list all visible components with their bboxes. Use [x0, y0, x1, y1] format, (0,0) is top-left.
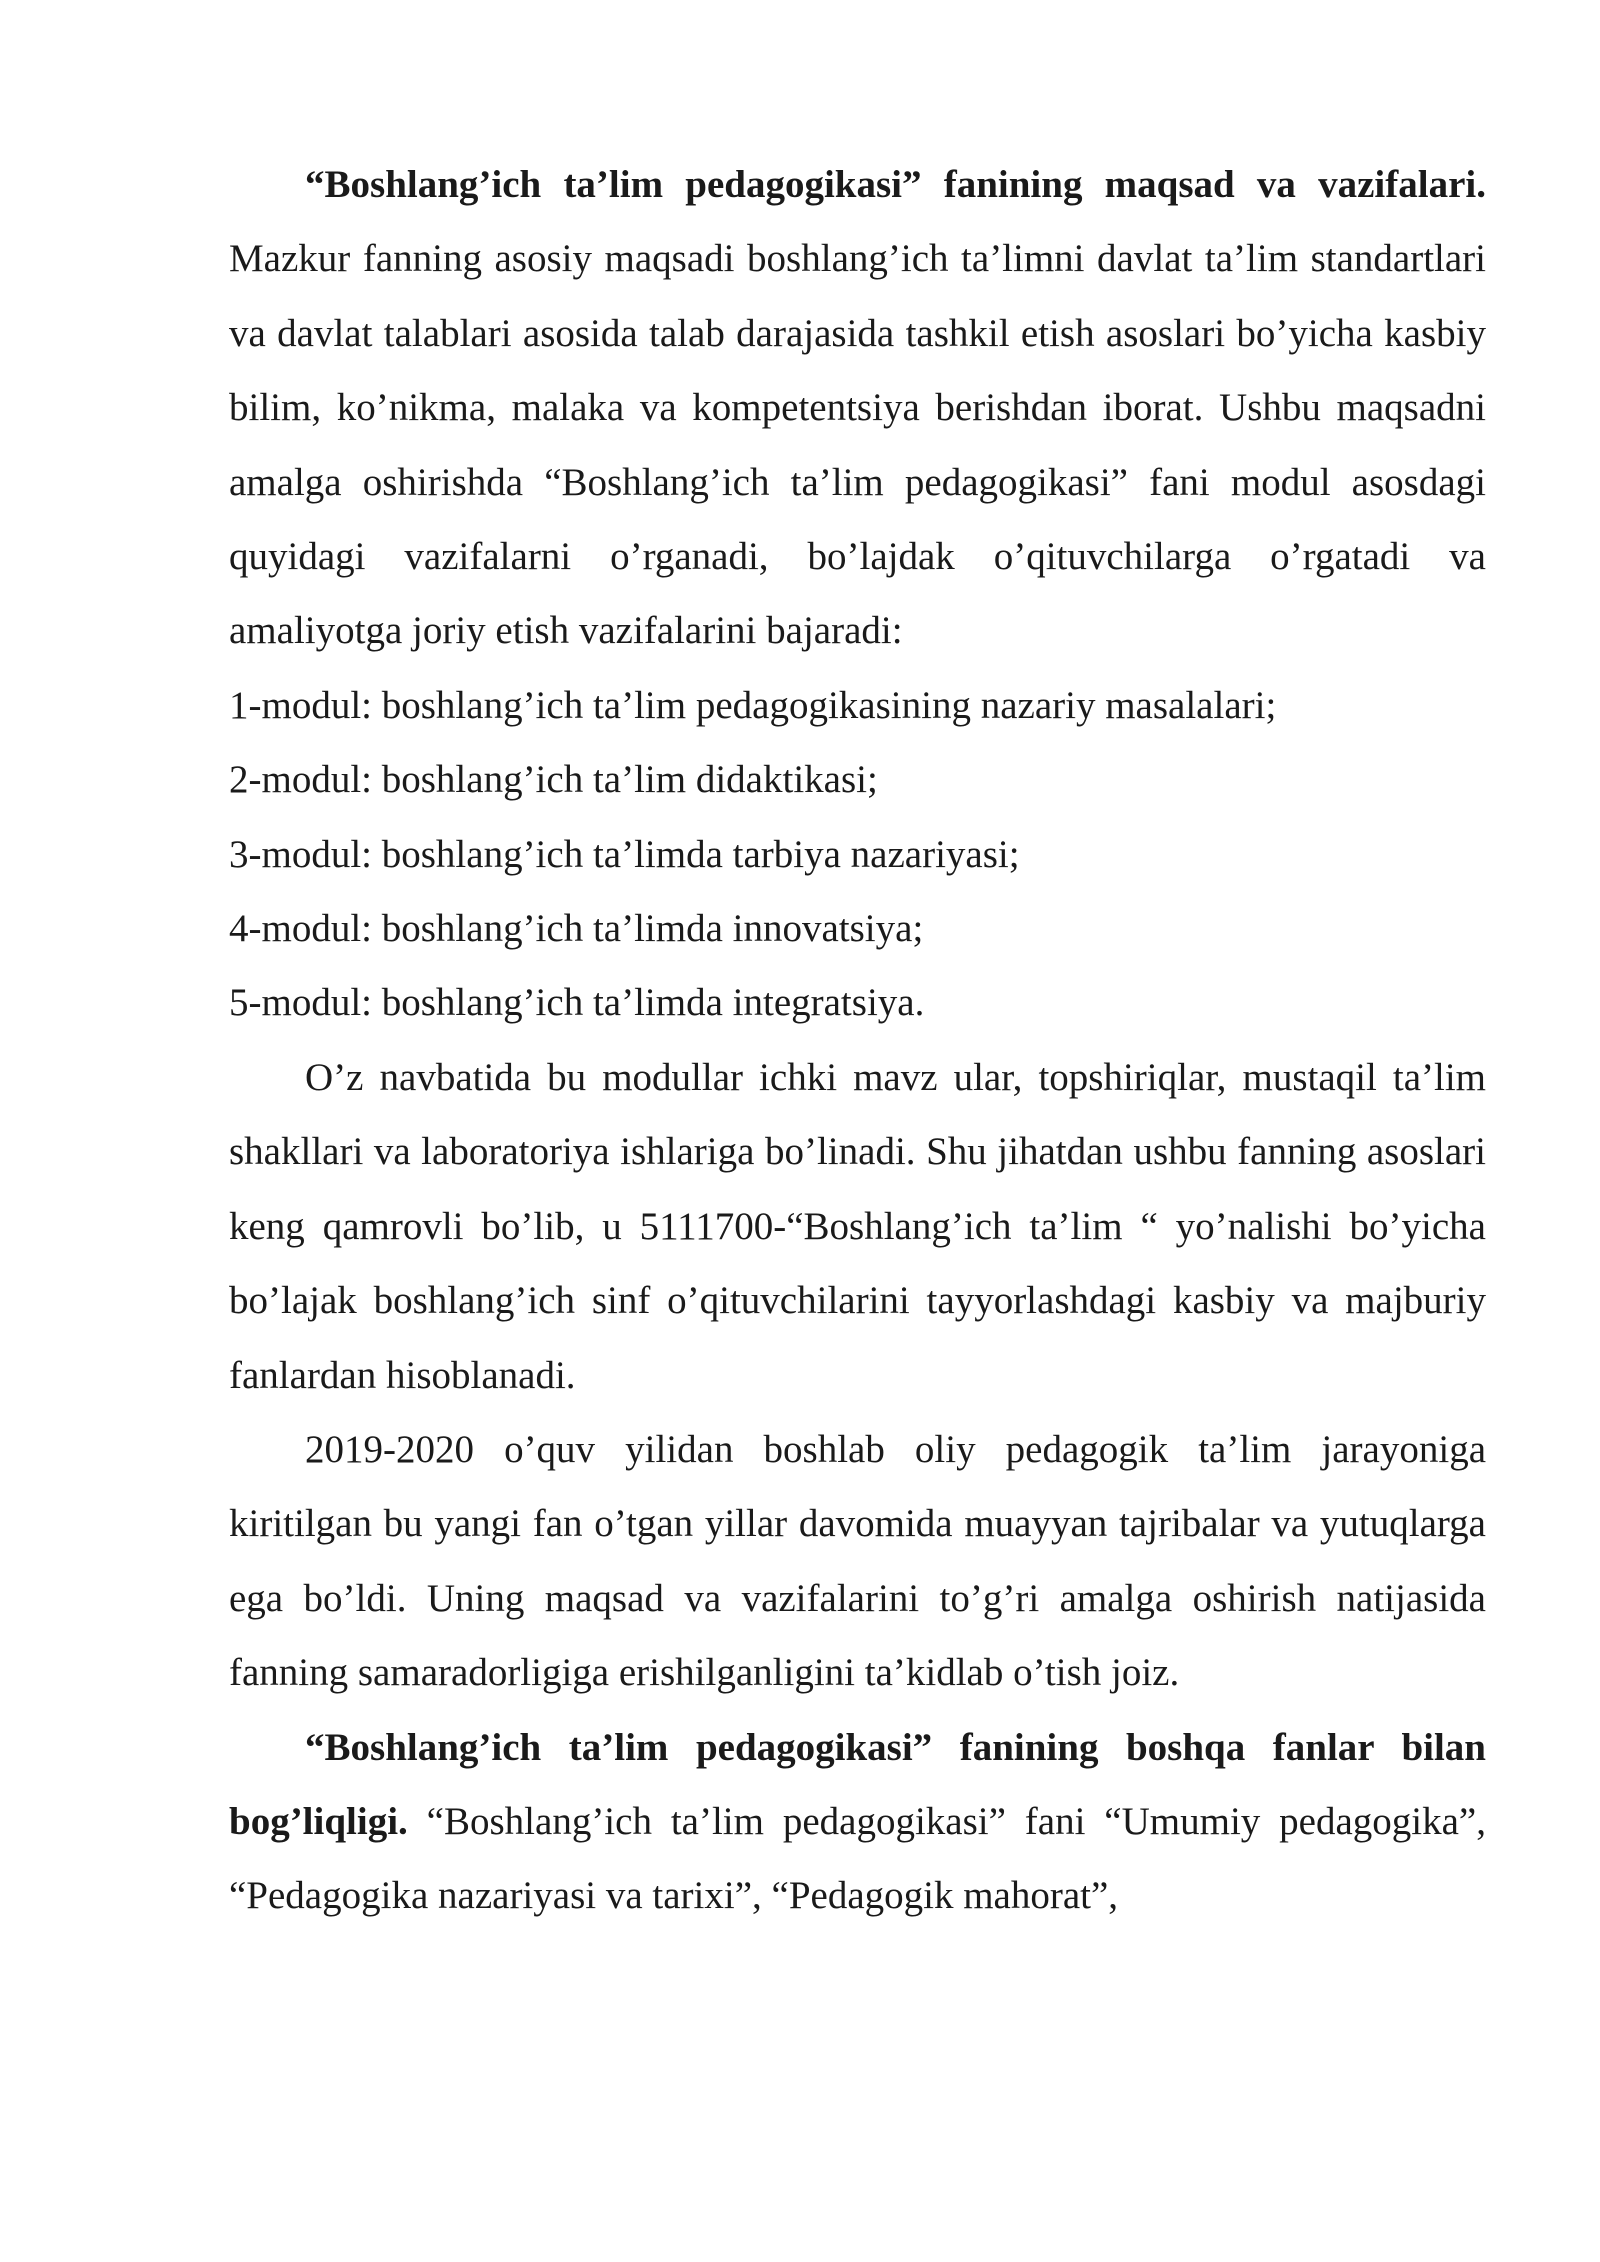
- module-item-3: 3-modul: boshlang’ich ta’limda tarbiya nazariyasi;: [229, 832, 1020, 876]
- module-item-2: 2-modul: boshlang’ich ta’lim didaktikasi;: [229, 758, 878, 802]
- section-relations-heading: “Boshlang’ich ta’lim pedagogikasi” fanining boshqa fanlar bilan bog’liqligi.: [229, 1725, 1486, 1843]
- section-goals-text: Mazkur fanning asosiy maqsadi boshlang’ich ta’limni davlat ta’lim standartlari va davlat talablari asosida talab darajasida tashkil etish asoslari bo’yicha kasbiy bilim, ko’nikma, malaka va kompetentsiya berishdan iborat. Ushbu maqsadni amalga oshirishda “Boshlang’ich ta’lim pedagogikasi” fani modul asosdagi quyidagi vazifalarni o’rganadi, bo’lajdak o’qituvchilarga o’rgatadi va amaliyotga joriy etish vazifalarini bajaradi:: [229, 237, 1486, 653]
- history-paragraph: 2019-2020 o’quv yilidan boshlab oliy pedagogik ta’lim jarayoniga kiritilgan bu yangi fan o’tgan yillar davomida muayyan tajribalar va yutuqlarga ega bo’ldi. Uning maqsad va vazifalarini to’g’ri amalga oshirish natijasida fanning samaradorligiga erishilganligini ta’kidlab o’tish joiz.: [229, 1427, 1486, 1695]
- section-relations-text: “Boshlang’ich ta’lim pedagogikasi” fani “Umumiy pedagogika”, “Pedagogika nazariyasi va tarixi”, “Pedagogik mahorat”,: [229, 1799, 1486, 1918]
- module-item-4: 4-modul: boshlang’ich ta’limda innovatsiya;: [229, 907, 924, 951]
- section-goals-paragraph: [229, 148, 1486, 669]
- section-relations-paragraph: [229, 1711, 1486, 1934]
- module-item-1: 1-modul: boshlang’ich ta’lim pedagogikasining nazariy masalalari;: [229, 683, 1277, 727]
- modules-description-paragraph: O’z navbatida bu modullar ichki mavz ular, topshiriqlar, mustaqil ta’lim shakllari va laboratoriya ishlariga bo’linadi. Shu jihatdan ushbu fanning asoslari keng qamrovli bo’lib, u 5111700-“Boshlang’ich ta’lim “ yo’nalishi bo’yicha bo’lajak boshlang’ich sinf o’qituvchilarini tayyorlashdagi kasbiy va majburiy fanlardan hisoblanadi.: [229, 1055, 1486, 1397]
- module-item-5: 5-modul: boshlang’ich ta’limda integratsiya.: [229, 981, 925, 1025]
- section-goals-heading: “Boshlang’ich ta’lim pedagogikasi” fanining maqsad va vazifalari.: [305, 163, 1486, 206]
- document-page: [229, 148, 1486, 1934]
